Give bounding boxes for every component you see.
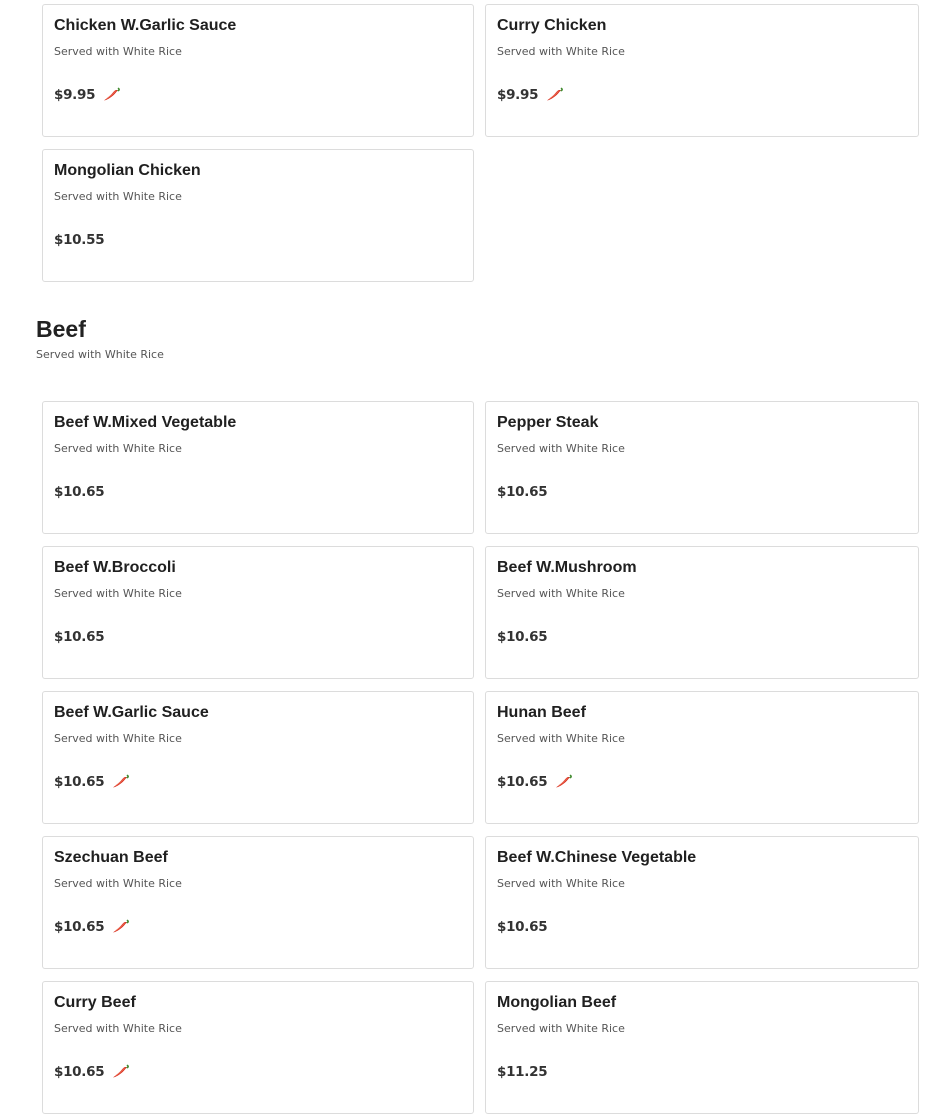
price-row bbox=[54, 919, 130, 935]
menu-item-name: Pepper Steak bbox=[497, 414, 599, 431]
menu-item-card[interactable] bbox=[485, 691, 919, 824]
price-row bbox=[497, 1064, 547, 1080]
menu-item-price: $10.65 bbox=[497, 484, 548, 500]
chili-pepper-icon bbox=[555, 774, 573, 790]
menu-item-name: Curry Beef bbox=[54, 994, 136, 1011]
menu-item-card[interactable] bbox=[485, 546, 919, 679]
menu-item-card[interactable] bbox=[42, 691, 474, 824]
section-description: Served with White Rice bbox=[36, 348, 164, 361]
chili-pepper-icon bbox=[112, 1064, 130, 1080]
menu-item-description: Served with White Rice bbox=[54, 45, 182, 58]
menu-item-price: $9.95 bbox=[497, 87, 539, 103]
menu-item-name: Beef W.Garlic Sauce bbox=[54, 704, 209, 721]
price-row bbox=[54, 484, 104, 500]
menu-item-price: $11.25 bbox=[497, 1064, 548, 1080]
menu-item-description: Served with White Rice bbox=[54, 877, 182, 890]
menu-item-price: $10.65 bbox=[54, 774, 105, 790]
price-row bbox=[54, 1064, 130, 1080]
menu-item-name: Mongolian Beef bbox=[497, 994, 617, 1011]
menu-item-card[interactable] bbox=[485, 981, 919, 1114]
menu-item-name: Szechuan Beef bbox=[54, 849, 168, 866]
menu-item-card[interactable] bbox=[42, 4, 474, 137]
menu-item-name: Hunan Beef bbox=[497, 704, 586, 721]
menu-item-price: $10.65 bbox=[497, 919, 548, 935]
menu-item-card[interactable] bbox=[42, 149, 474, 282]
menu-item-description: Served with White Rice bbox=[497, 1022, 625, 1035]
menu-item-card[interactable] bbox=[485, 4, 919, 137]
menu-item-price: $10.65 bbox=[54, 629, 105, 645]
price-row bbox=[497, 919, 547, 935]
price-row bbox=[497, 484, 547, 500]
menu-item-card[interactable] bbox=[42, 546, 474, 679]
price-row bbox=[497, 629, 547, 645]
menu-item-description: Served with White Rice bbox=[54, 587, 182, 600]
menu-item-price: $10.55 bbox=[54, 232, 105, 248]
menu-item-description: Served with White Rice bbox=[497, 877, 625, 890]
chili-pepper-icon bbox=[103, 87, 121, 103]
chili-pepper-icon bbox=[112, 919, 130, 935]
chili-pepper-icon bbox=[112, 774, 130, 790]
price-row bbox=[54, 774, 130, 790]
menu-item-description: Served with White Rice bbox=[497, 732, 625, 745]
menu-item-description: Served with White Rice bbox=[54, 190, 182, 203]
menu-item-card[interactable] bbox=[42, 981, 474, 1114]
price-row bbox=[497, 87, 564, 103]
menu-item-name: Beef W.Broccoli bbox=[54, 559, 176, 576]
menu-item-price: $10.65 bbox=[497, 774, 548, 790]
menu-item-description: Served with White Rice bbox=[54, 1022, 182, 1035]
price-row bbox=[54, 629, 104, 645]
menu-item-price: $9.95 bbox=[54, 87, 96, 103]
menu-item-card[interactable] bbox=[42, 401, 474, 534]
menu-item-price: $10.65 bbox=[54, 1064, 105, 1080]
menu-item-name: Beef W.Mixed Vegetable bbox=[54, 414, 237, 431]
menu-item-description: Served with White Rice bbox=[54, 442, 182, 455]
menu-item-name: Mongolian Chicken bbox=[54, 162, 201, 179]
menu-item-name: Beef W.Mushroom bbox=[497, 559, 637, 576]
menu-item-price: $10.65 bbox=[54, 484, 105, 500]
price-row bbox=[497, 774, 573, 790]
chili-pepper-icon bbox=[546, 87, 564, 103]
menu-item-description: Served with White Rice bbox=[497, 587, 625, 600]
menu-item-card[interactable] bbox=[42, 836, 474, 969]
menu-item-name: Chicken W.Garlic Sauce bbox=[54, 17, 237, 34]
menu-item-description: Served with White Rice bbox=[497, 45, 625, 58]
menu-item-card[interactable] bbox=[485, 836, 919, 969]
price-row bbox=[54, 87, 121, 103]
price-row bbox=[54, 232, 104, 248]
menu-item-price: $10.65 bbox=[497, 629, 548, 645]
menu-item-description: Served with White Rice bbox=[54, 732, 182, 745]
menu-item-card[interactable] bbox=[485, 401, 919, 534]
menu-item-name: Beef W.Chinese Vegetable bbox=[497, 849, 697, 866]
menu-item-description: Served with White Rice bbox=[497, 442, 625, 455]
menu-item-name: Curry Chicken bbox=[497, 17, 607, 34]
section-title: Beef bbox=[36, 316, 86, 342]
menu-item-price: $10.65 bbox=[54, 919, 105, 935]
